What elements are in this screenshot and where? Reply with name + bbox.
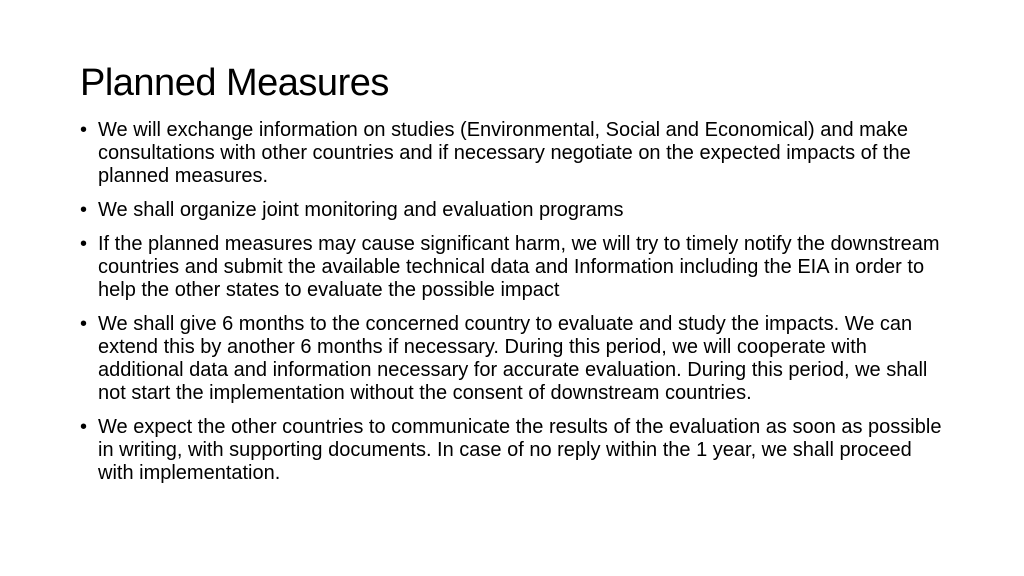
bullet-item bbox=[80, 233, 950, 302]
slide-title: Planned Measures bbox=[80, 62, 389, 104]
bullet-dot-icon: • bbox=[80, 119, 88, 141]
bullet-item bbox=[80, 416, 950, 485]
bullet-dot-icon: • bbox=[80, 313, 88, 335]
bullet-dot-icon: • bbox=[80, 199, 88, 221]
bullet-text: We shall give 6 months to the concerned country to evaluate and study the impacts. We can extend this by another 6 months if necessary. During this period, we will cooperate with additional data and information necessary for accurate evaluation. During this period, we shall not start the implementation without the consent of downstream countries. bbox=[98, 313, 928, 404]
bullet-dot-icon: • bbox=[80, 233, 88, 255]
bullet-dot-icon: • bbox=[80, 416, 88, 438]
bullet-text: If the planned measures may cause significant harm, we will try to timely notify the downstream countries and submit the available technical data and Information including the EIA in order to help the other states to evaluate the possible impact bbox=[98, 233, 940, 301]
bullet-item bbox=[80, 199, 950, 222]
bullet-text: We shall organize joint monitoring and evaluation programs bbox=[98, 199, 624, 221]
bullet-item bbox=[80, 119, 950, 188]
bullet-text: We will exchange information on studies (Environmental, Social and Economical) and make consultations with other countries and if necessary negotiate on the expected impacts of the planned measures. bbox=[98, 119, 911, 187]
bullet-item bbox=[80, 313, 950, 405]
bullet-text: We expect the other countries to communicate the results of the evaluation as soon as possible in writing, with supporting documents. In case of no reply within the 1 year, we shall proceed with implementation. bbox=[98, 416, 942, 484]
bullet-list bbox=[80, 119, 950, 496]
